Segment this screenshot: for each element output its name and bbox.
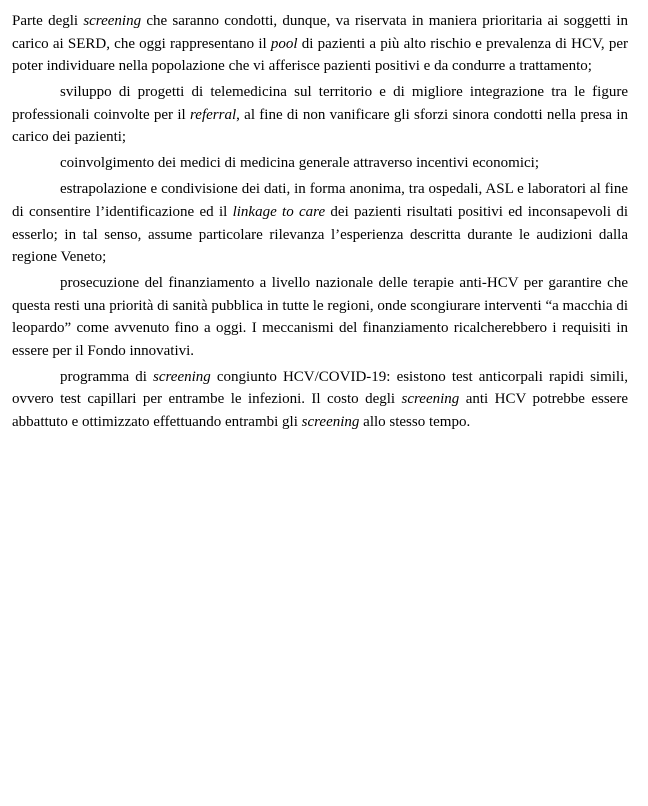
document-page: [12, 10, 628, 437]
text-run: coinvolgimento dei medici di medicina generale attraverso incentivi economici;: [60, 155, 539, 172]
text-run: che saranno condotti, dunque, va riservata in maniera prioritaria ai soggetti in carico ai SERD, che oggi rappresentano il: [12, 13, 628, 52]
paragraph-1: [12, 10, 628, 78]
text-run: Parte degli: [12, 13, 84, 29]
text-run: congiunto HCV/COVID-19: esistono test anticorpali rapidi simili, ovvero test capillari per entrambe le infezioni. Il costo degli: [12, 368, 629, 408]
text-run: allo stesso tempo.: [359, 414, 471, 431]
paragraph-3: [12, 152, 628, 175]
italic-term: linkage to care: [232, 203, 326, 220]
paragraph-6: [12, 366, 628, 434]
italic-term: screening: [301, 414, 360, 431]
text-run: programma di: [60, 368, 154, 385]
text-run: sviluppo di progetti di telemedicina sul territorio e di migliore integrazione tra le figure professionali coinvolte per il: [12, 84, 628, 123]
text-run: dei pazienti risultati positivi ed inconsapevoli di esserlo; in tal senso, assume particolare rilevanza l’esperienza descritta durante le audizioni dalla regione Veneto;: [12, 203, 628, 266]
text-run: estrapolazione e condivisione dei dati, in forma anonima, tra ospedali, ASL e laboratori al fine di consentire l’identificazione ed il: [12, 181, 628, 220]
italic-term: screening: [153, 368, 211, 385]
italic-term: screening: [401, 391, 460, 408]
italic-term: screening: [83, 13, 142, 29]
italic-term: referral: [190, 106, 237, 123]
paragraph-5: [12, 272, 628, 362]
text-run: anti HCV potrebbe essere abbattuto e ottimizzato effettuando entrambi gli: [12, 391, 628, 431]
text-run: di pazienti a più alto rischio e prevalenza di HCV, per poter individuare nella popolazione che vi afferisce pazienti positivi e da condurre a trattamento;: [12, 35, 629, 75]
text-run: prosecuzione del finanziamento a livello nazionale delle terapie anti-HCV per garantire che questa resti una priorità di sanità pubblica in tutte le regioni, onde scongiurare interventi “a macchia di leopardo” come avvenuto fino a oggi. I meccanismi del finanziamento ricalcherebbero i requisiti in essere per il Fondo innovativi.: [12, 275, 628, 359]
text-run: , al fine di non vanificare gli sforzi sinora condotti nella presa in carico dei pazienti;: [12, 106, 628, 146]
paragraph-4: [12, 178, 628, 268]
italic-term: pool: [270, 35, 298, 52]
paragraph-2: [12, 81, 628, 149]
